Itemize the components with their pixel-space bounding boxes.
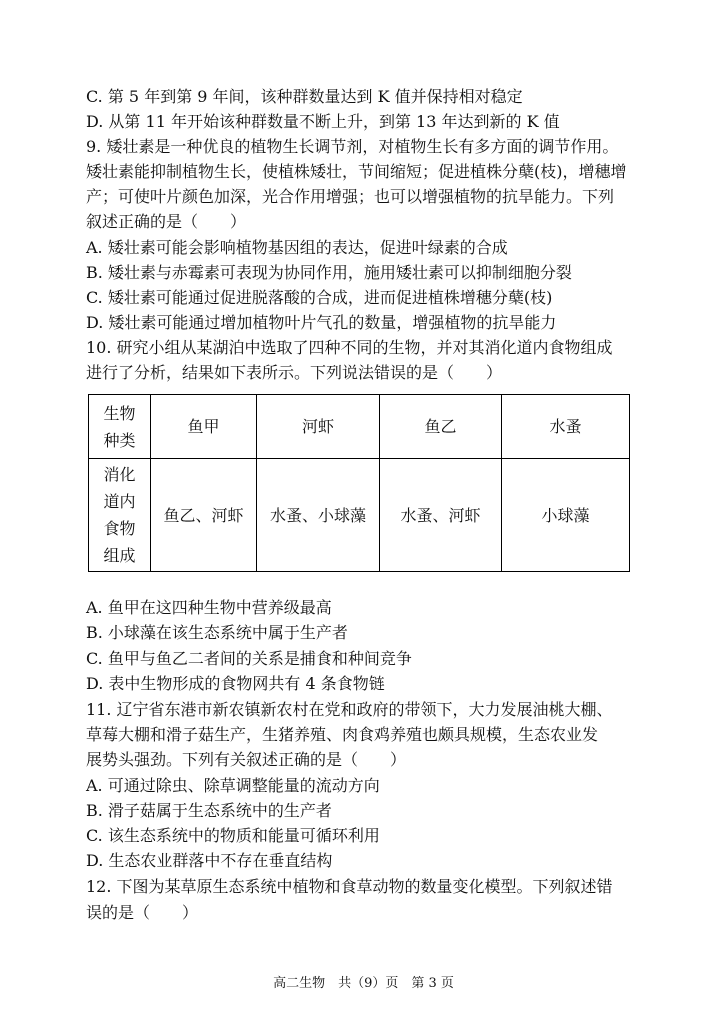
species-cell: 河虾 xyxy=(257,395,380,459)
food-cell: 鱼乙、河虾 xyxy=(151,459,257,572)
option-a-q11: A. 可通过除虫、除草调整能量的流动方向 xyxy=(86,776,380,795)
row-label-text: 消化道内食物组成 xyxy=(103,465,136,565)
question-11-line-2: 草莓大棚和滑子菇生产，生猪养殖、肉食鸡养殖也颇具规模，生态农业发 xyxy=(86,725,599,744)
question-12-line-1: 12. 下图为某草原生态系统中植物和食草动物的数量变化模型。下列叙述错 xyxy=(86,877,613,896)
question-11-line-3: 展势头强劲。下列有关叙述正确的是（ ） xyxy=(86,750,407,769)
species-cell: 水蚤 xyxy=(502,395,630,459)
page-footer: 高二生物 共（9）页 第 3 页 xyxy=(273,976,454,991)
species-cell: 鱼甲 xyxy=(151,395,257,459)
header-label-cell xyxy=(89,395,151,459)
table-row-food xyxy=(89,459,630,572)
option-c-q10: C. 鱼甲与鱼乙二者间的关系是捕食和种间竞争 xyxy=(86,649,412,668)
question-12-line-2: 误的是（ ） xyxy=(86,903,199,922)
table-row-species xyxy=(89,395,630,459)
species-cell: 鱼乙 xyxy=(380,395,502,459)
question-10-line-2: 进行了分析，结果如下表所示。下列说法错误的是（ ） xyxy=(86,363,503,382)
option-a-q9: A. 矮壮素可能会影响植物基因组的表达，促进叶绿素的合成 xyxy=(86,238,508,257)
question-9-line-4: 叙述正确的是（ ） xyxy=(86,212,247,231)
option-b-q10: B. 小球藻在该生态系统中属于生产者 xyxy=(86,623,348,642)
food-cell: 水蚤、河虾 xyxy=(380,459,502,572)
option-a-q10: A. 鱼甲在这四种生物中营养级最高 xyxy=(86,598,332,617)
option-c-q11: C. 该生态系统中的物质和能量可循环利用 xyxy=(86,826,380,845)
row-label-cell xyxy=(89,459,151,572)
option-c-q9: C. 矮壮素可能通过促进脱落酸的合成，进而促进植株增穗分蘖(枝) xyxy=(86,288,553,307)
food-cell: 小球藻 xyxy=(502,459,630,572)
question-9-line-1: 9. 矮壮素是一种优良的植物生长调节剂，对植物生长有多方面的调节作用。 xyxy=(86,137,619,156)
food-cell: 水蚤、小球藻 xyxy=(257,459,380,572)
option-d-q10: D. 表中生物形成的食物网共有 4 条食物链 xyxy=(86,674,385,693)
option-b-q9: B. 矮壮素与赤霉素可表现为协同作用，施用矮壮素可以抑制细胞分裂 xyxy=(86,263,572,282)
question-10-line-1: 10. 研究小组从某湖泊中选取了四种不同的生物，并对其消化道内食物组成 xyxy=(86,338,613,357)
option-d-q9: D. 矮壮素可能通过增加植物叶片气孔的数量，增强植物的抗旱能力 xyxy=(86,313,557,332)
header-label-text: 生物种类 xyxy=(103,403,136,450)
option-b-q11: B. 滑子菇属于生态系统中的生产者 xyxy=(86,801,332,820)
question-9-line-2: 矮壮素能抑制植物生长，使植株矮壮，节间缩短；促进植株分蘖(枝)，增穗增 xyxy=(86,162,627,181)
option-c-q8: C. 第 5 年到第 9 年间，该种群数量达到 K 值并保持相对稳定 xyxy=(86,87,523,106)
question-9-line-3: 产；可使叶片颜色加深，光合作用增强；也可以增强植物的抗旱能力。下列 xyxy=(86,187,615,206)
question-11-line-1: 11. 辽宁省东港市新农镇新农村在党和政府的带领下，大力发展油桃大棚、 xyxy=(86,700,613,719)
option-d-q8: D. 从第 11 年开始该种群数量不断上升，到第 13 年达到新的 K 值 xyxy=(86,112,560,131)
food-composition-table xyxy=(88,394,630,572)
option-d-q11: D. 生态农业群落中不存在垂直结构 xyxy=(86,851,333,870)
